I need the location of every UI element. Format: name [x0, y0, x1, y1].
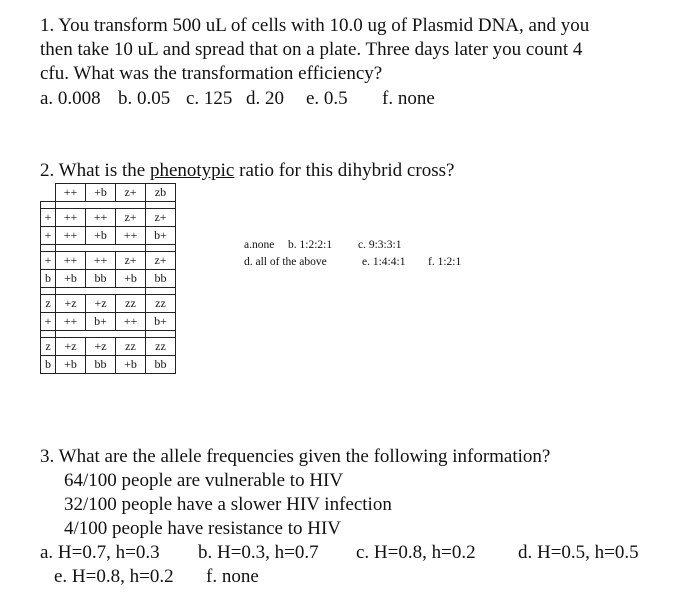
punnett-row-label: +	[41, 227, 56, 245]
q2-title-underlined: phenotypic	[149, 160, 235, 181]
punnett-cell: bb	[86, 270, 116, 288]
punnett-gap	[41, 288, 176, 295]
punnett-cell: +z	[86, 295, 116, 313]
punnett-cell: ++	[116, 227, 146, 245]
punnett-cell: z+	[116, 209, 146, 227]
punnett-cell: +z	[86, 338, 116, 356]
q1-line-3: cfu. What was the transformation efficiency?	[40, 63, 383, 84]
punnett-cell: ++	[86, 252, 116, 270]
q2-answer-f: f. 1:2:1	[428, 256, 462, 268]
punnett-cell: b+	[146, 227, 176, 245]
q1-line-2: then take 10 uL and spread that on a plate. Three days later you count 4	[40, 39, 583, 60]
q2-title	[40, 160, 454, 182]
q1-option-f: f. none	[382, 88, 435, 109]
punnett-cell: +z	[56, 295, 86, 313]
punnett-cell: +b	[56, 356, 86, 374]
q3-option-b: b. H=0.3, h=0.7	[198, 542, 319, 563]
q1-option-a: a. 0.008	[40, 88, 101, 109]
punnett-row-label: z	[41, 295, 56, 313]
q3-fact-2: 32/100 people have a slower HIV infection	[64, 494, 392, 515]
q2-answers-row-1	[244, 238, 401, 252]
punnett-cell: z+	[146, 209, 176, 227]
punnett-cell: ++	[116, 313, 146, 331]
punnett-row-label: z	[41, 338, 56, 356]
punnett-header-cell: z+	[116, 184, 146, 202]
punnett-square	[40, 183, 176, 374]
q1-option-d: d. 20	[246, 88, 284, 109]
punnett-cell: +z	[56, 338, 86, 356]
punnett-cell: z+	[146, 252, 176, 270]
punnett-cell: +b	[116, 356, 146, 374]
q3-option-d: d. H=0.5, h=0.5	[518, 542, 639, 563]
punnett-cell: b+	[146, 313, 176, 331]
q1-option-b: b. 0.05	[118, 88, 171, 109]
punnett-gap	[41, 331, 176, 338]
q3-option-e: e. H=0.8, h=0.2	[54, 566, 174, 587]
punnett-row-label: +	[41, 209, 56, 227]
punnett-row	[41, 252, 176, 270]
punnett-row-label: +	[41, 313, 56, 331]
punnett-row-label: b	[41, 356, 56, 374]
punnett-row-label: b	[41, 270, 56, 288]
q3-option-c: c. H=0.8, h=0.2	[356, 542, 476, 563]
punnett-cell: +b	[86, 227, 116, 245]
q3-options-row-1	[40, 542, 639, 564]
q2-answer-a: a.none	[244, 239, 275, 251]
q2-title-prefix: 2. What is the	[40, 160, 150, 181]
q2-answer-c: c. 9:3:3:1	[358, 239, 402, 251]
punnett-header-cell: zb	[146, 184, 176, 202]
punnett-cell: ++	[56, 209, 86, 227]
q1-option-c: c. 125	[186, 88, 233, 109]
punnett-cell: b+	[86, 313, 116, 331]
punnett-cell: +b	[116, 270, 146, 288]
punnett-row	[41, 295, 176, 313]
punnett-cell: +b	[56, 270, 86, 288]
punnett-header-cell: +b	[86, 184, 116, 202]
punnett-cell: zz	[116, 295, 146, 313]
q2-title-suffix: ratio for this dihybrid cross?	[234, 160, 455, 181]
punnett-row-label: +	[41, 252, 56, 270]
punnett-header-cell: ++	[56, 184, 86, 202]
q1-options	[40, 88, 435, 110]
q3-option-a: a. H=0.7, h=0.3	[40, 542, 160, 563]
q2-answer-b: b. 1:2:2:1	[288, 239, 333, 251]
q3-options-row-2	[54, 566, 259, 588]
punnett-cell: ++	[56, 313, 86, 331]
q3-title: 3. What are the allele frequencies given the following information?	[40, 446, 551, 467]
punnett-cell: zz	[146, 338, 176, 356]
punnett-gap	[41, 202, 176, 209]
punnett-cell: bb	[146, 270, 176, 288]
q1-option-e: e. 0.5	[306, 88, 348, 109]
punnett-cell: ++	[56, 227, 86, 245]
q2-answers-row-2	[244, 255, 461, 269]
punnett-row	[41, 356, 176, 374]
punnett-cell: ++	[86, 209, 116, 227]
punnett-row	[41, 270, 176, 288]
punnett-cell: z+	[116, 252, 146, 270]
punnett-corner	[41, 184, 56, 202]
q1-line-1: 1. You transform 500 uL of cells with 10.0 ug of Plasmid DNA, and you	[40, 15, 590, 36]
punnett-header-row	[41, 184, 176, 202]
q2-answer-e: e. 1:4:4:1	[362, 256, 406, 268]
q3-fact-3: 4/100 people have resistance to HIV	[64, 518, 341, 539]
punnett-row	[41, 209, 176, 227]
q2-answer-d: d. all of the above	[244, 256, 327, 268]
punnett-cell: bb	[146, 356, 176, 374]
q3-fact-1: 64/100 people are vulnerable to HIV	[64, 470, 344, 491]
punnett-row	[41, 227, 176, 245]
punnett-row	[41, 338, 176, 356]
punnett-row	[41, 313, 176, 331]
punnett-cell: zz	[116, 338, 146, 356]
punnett-cell: bb	[86, 356, 116, 374]
punnett-gap	[41, 245, 176, 252]
punnett-cell: ++	[56, 252, 86, 270]
punnett-cell: zz	[146, 295, 176, 313]
q3-option-f: f. none	[206, 566, 259, 587]
